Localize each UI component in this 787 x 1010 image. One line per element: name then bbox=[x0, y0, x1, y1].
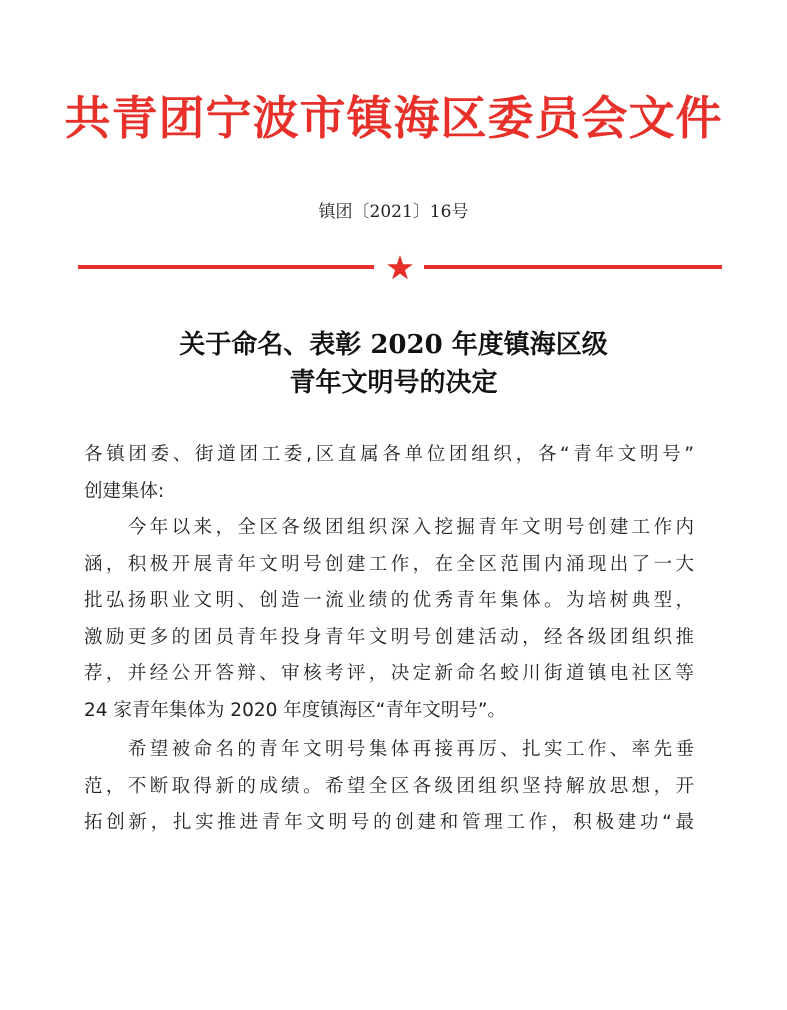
red-star-icon bbox=[386, 254, 414, 282]
body-line: 范，不断取得新的成绩。希望全区各级团组织坚持解放思想，开 bbox=[84, 775, 694, 797]
masthead-title: 共青团宁波市镇海区委员会文件 bbox=[64, 91, 723, 145]
body-line: 激励更多的团员青年投身青年文明号创建活动，经各级团组织推 bbox=[84, 626, 694, 648]
body-line: 24 家青年集体为 2020 年度镇海区“青年文明号”。 bbox=[84, 699, 506, 721]
document-body bbox=[84, 437, 694, 842]
document-title bbox=[0, 326, 787, 402]
body-line: 荐，并经公开答辩、审核考评，决定新命名蛟川街道镇电社区等 bbox=[84, 663, 694, 684]
body-line: 今年以来，全区各级团组织深入挖掘青年文明号创建工作内 bbox=[84, 517, 694, 538]
divider-line-left bbox=[78, 265, 374, 269]
body-line: 各镇团委、街道团工委,区直属各单位团组织，各“青年文明号” bbox=[84, 444, 694, 465]
title-line: 关于命名、表彰 2020 年度镇海区级 bbox=[179, 330, 608, 360]
document-number: 镇团〔2021〕16号 bbox=[318, 202, 469, 222]
body-line: 希望被命名的青年文明号集体再接再厉、扎实工作、率先垂 bbox=[84, 739, 694, 760]
divider-line-right bbox=[424, 265, 722, 269]
title-line: 青年文明号的决定 bbox=[289, 368, 498, 398]
body-line: 拓创新，扎实推进青年文明号的创建和管理工作，积极建功“最 bbox=[84, 812, 694, 833]
body-line: 创建集体: bbox=[84, 480, 165, 502]
body-line: 涵，积极开展青年文明号创建工作，在全区范围内涌现出了一大 bbox=[84, 553, 694, 575]
body-line: 批弘扬职业文明、创造一流业绩的优秀青年集体。为培树典型， bbox=[84, 590, 694, 611]
